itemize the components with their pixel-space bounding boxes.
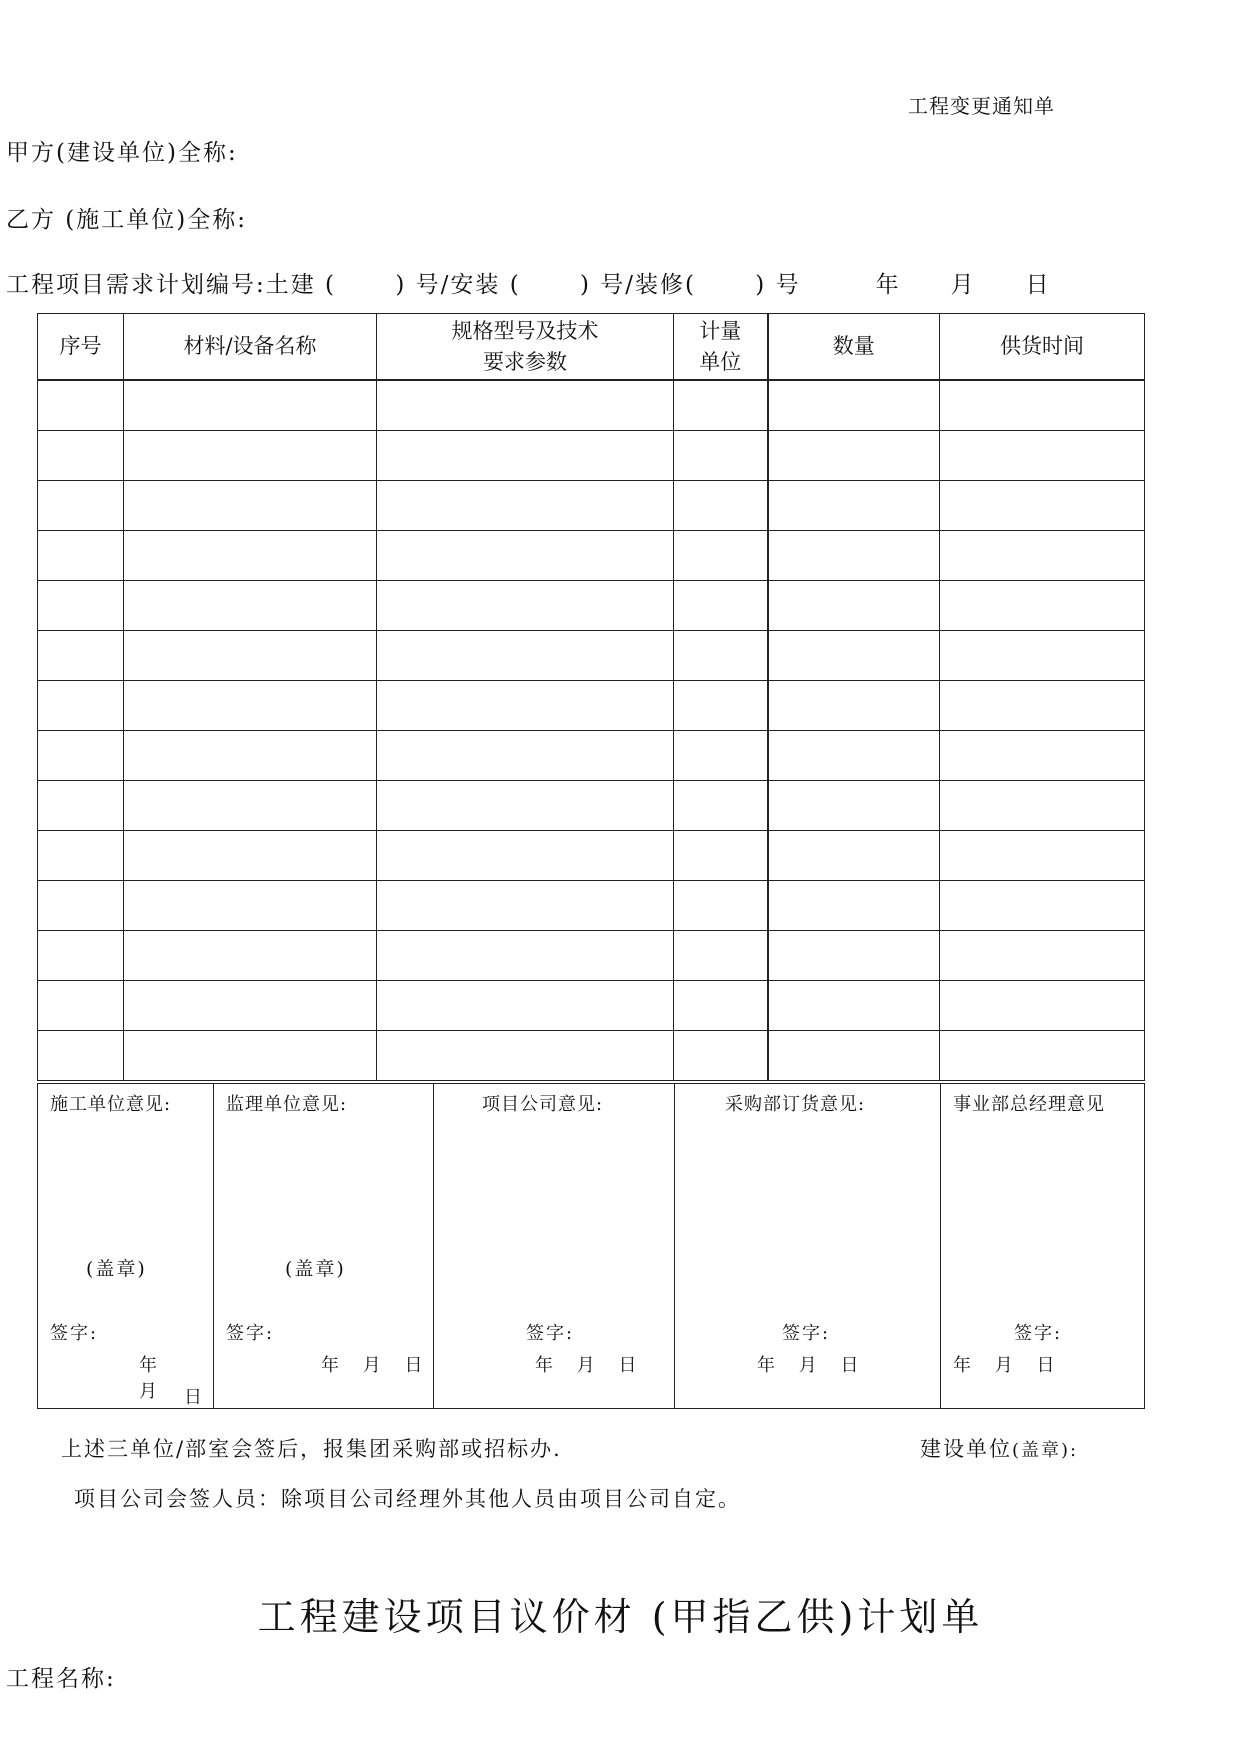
table-cell[interactable]: [674, 831, 768, 881]
table-cell[interactable]: [377, 681, 674, 731]
table-cell[interactable]: [124, 831, 377, 881]
table-cell[interactable]: [377, 881, 674, 931]
table-cell[interactable]: [940, 481, 1145, 531]
table-cell[interactable]: [768, 481, 940, 531]
table-cell[interactable]: [674, 531, 768, 581]
table-row: [38, 781, 1145, 831]
table-cell[interactable]: [768, 581, 940, 631]
builder-label: 建设单位: [920, 1437, 1012, 1461]
document-header-label: 工程变更通知单: [908, 94, 1055, 118]
signature-label: 签字:: [782, 1323, 831, 1344]
table-cell[interactable]: [124, 681, 377, 731]
table-cell[interactable]: [674, 481, 768, 531]
table-row: [38, 581, 1145, 631]
table-cell[interactable]: [940, 881, 1145, 931]
header-unit: 计量 单位: [674, 314, 768, 381]
signature-label: 签字:: [226, 1323, 275, 1344]
seal-label: (盖章): [86, 1258, 147, 1280]
table-row: [38, 431, 1145, 481]
table-cell[interactable]: [674, 681, 768, 731]
opinion-title: 施工单位意见:: [50, 1094, 172, 1115]
table-cell[interactable]: [940, 581, 1145, 631]
table-cell[interactable]: [38, 1031, 124, 1081]
table-cell[interactable]: [940, 831, 1145, 881]
table-cell[interactable]: [674, 1031, 768, 1081]
table-cell[interactable]: [674, 731, 768, 781]
table-cell[interactable]: [768, 981, 940, 1031]
table-cell[interactable]: [940, 731, 1145, 781]
table-cell[interactable]: [38, 581, 124, 631]
table-cell[interactable]: [940, 981, 1145, 1031]
table-row: [38, 931, 1145, 981]
table-row: [38, 981, 1145, 1031]
table-cell[interactable]: [674, 931, 768, 981]
table-cell[interactable]: [124, 531, 377, 581]
approval-note: 上述三单位/部室会签后，报集团采购部或招标办.: [61, 1437, 562, 1461]
opinion-title: 采购部订货意见:: [725, 1094, 866, 1115]
party-b-field: 乙方 (施工单位)全称:: [6, 207, 248, 233]
table-cell[interactable]: [674, 631, 768, 681]
table-cell[interactable]: [377, 431, 674, 481]
table-cell[interactable]: [377, 831, 674, 881]
table-cell[interactable]: [38, 631, 124, 681]
signer-note: 项目公司会签人员：除项目公司经理外其他人员由项目公司自定。: [74, 1487, 741, 1511]
table-row: [38, 681, 1145, 731]
table-cell[interactable]: [377, 631, 674, 681]
seal-label: (盖章): [285, 1258, 346, 1280]
table-cell[interactable]: [768, 881, 940, 931]
table-cell[interactable]: [768, 931, 940, 981]
table-cell[interactable]: [124, 380, 377, 431]
table-cell[interactable]: [38, 881, 124, 931]
table-cell[interactable]: [124, 781, 377, 831]
table-cell[interactable]: [940, 781, 1145, 831]
table-cell[interactable]: [768, 731, 940, 781]
table-cell[interactable]: [768, 1031, 940, 1081]
table-cell[interactable]: [38, 481, 124, 531]
table-cell[interactable]: [377, 1031, 674, 1081]
table-cell[interactable]: [674, 881, 768, 931]
opinion-project-company-cell[interactable]: [434, 1084, 675, 1409]
table-cell[interactable]: [124, 481, 377, 531]
table-row: [38, 481, 1145, 531]
table-cell[interactable]: [377, 931, 674, 981]
table-cell[interactable]: [38, 531, 124, 581]
date-label: 年 月: [139, 1355, 199, 1402]
table-cell[interactable]: [38, 731, 124, 781]
table-header-row: [38, 314, 1145, 381]
table-cell[interactable]: [38, 380, 124, 431]
header-material-name: 材料/设备名称: [124, 314, 377, 381]
table-row: [38, 380, 1145, 431]
table-cell[interactable]: [674, 581, 768, 631]
table-cell[interactable]: [940, 931, 1145, 981]
opinion-construction-cell[interactable]: [38, 1084, 214, 1409]
table-cell[interactable]: [768, 781, 940, 831]
opinion-division-manager-cell[interactable]: [941, 1084, 1145, 1409]
opinions-table: [37, 1083, 1145, 1409]
opinion-supervision-cell[interactable]: [214, 1084, 434, 1409]
table-row: [38, 631, 1145, 681]
date-day-label: 日: [184, 1387, 202, 1408]
party-a-field: 甲方(建设单位)全称:: [6, 140, 238, 166]
table-cell[interactable]: [940, 681, 1145, 731]
table-cell[interactable]: [768, 531, 940, 581]
table-cell[interactable]: [940, 380, 1145, 431]
table-cell[interactable]: [674, 431, 768, 481]
header-quantity: 数量: [768, 314, 940, 381]
table-cell[interactable]: [377, 481, 674, 531]
table-cell[interactable]: [38, 431, 124, 481]
table-cell[interactable]: [768, 431, 940, 481]
opinion-title: 监理单位意见:: [226, 1094, 348, 1115]
table-cell[interactable]: [768, 681, 940, 731]
table-cell[interactable]: [940, 431, 1145, 481]
builder-seal-label: [920, 1433, 1078, 1463]
table-cell[interactable]: [940, 631, 1145, 681]
table-row: [38, 881, 1145, 931]
table-cell[interactable]: [768, 631, 940, 681]
section-title: 工程建设项目议价材 (甲指乙供)计划单: [257, 1595, 984, 1639]
header-seq: 序号: [38, 314, 124, 381]
table-cell[interactable]: [38, 831, 124, 881]
opinion-title: 项目公司意见:: [482, 1094, 604, 1115]
table-cell[interactable]: [124, 931, 377, 981]
table-row: [38, 1031, 1145, 1081]
signature-label: 签字:: [526, 1323, 575, 1344]
table-cell[interactable]: [674, 781, 768, 831]
table-row: [38, 831, 1145, 881]
date-label: 年 月 日: [321, 1355, 423, 1376]
table-cell[interactable]: [674, 981, 768, 1031]
opinion-title: 事业部总经理意见: [953, 1094, 1105, 1115]
builder-seal-small: (盖章):: [1012, 1440, 1079, 1461]
table-cell[interactable]: [940, 531, 1145, 581]
table-cell[interactable]: [38, 931, 124, 981]
table-cell[interactable]: [377, 731, 674, 781]
materials-table-body: [38, 380, 1145, 1081]
table-cell[interactable]: [940, 1031, 1145, 1081]
table-cell[interactable]: [124, 431, 377, 481]
table-cell[interactable]: [377, 531, 674, 581]
date-label: 年 月 日: [757, 1355, 859, 1376]
table-cell[interactable]: [38, 981, 124, 1031]
table-cell[interactable]: [38, 781, 124, 831]
table-cell[interactable]: [124, 581, 377, 631]
table-cell[interactable]: [124, 631, 377, 681]
table-cell[interactable]: [768, 380, 940, 431]
table-cell[interactable]: [674, 380, 768, 431]
table-cell[interactable]: [38, 681, 124, 731]
table-cell[interactable]: [124, 1031, 377, 1081]
date-label: 年 月 日: [535, 1355, 637, 1376]
table-row: [38, 731, 1145, 781]
table-cell[interactable]: [124, 981, 377, 1031]
opinion-purchasing-cell[interactable]: [675, 1084, 941, 1409]
table-row: [38, 531, 1145, 581]
plan-number-field: 工程项目需求计划编号:土建 ( ) 号/安装 ( ) 号/装修( ) 号 年 月 日: [6, 272, 1051, 298]
date-label: 年 月 日: [953, 1355, 1055, 1376]
table-cell[interactable]: [124, 731, 377, 781]
materials-table: [37, 313, 1145, 1081]
header-spec: 规格型号及技术 要求参数: [377, 314, 674, 381]
table-cell[interactable]: [377, 781, 674, 831]
project-name-field: 工程名称:: [6, 1666, 116, 1692]
signature-label: 签字:: [1014, 1323, 1063, 1344]
table-cell[interactable]: [124, 881, 377, 931]
header-supply-time: 供货时间: [940, 314, 1145, 381]
table-cell[interactable]: [377, 581, 674, 631]
signature-label: 签字:: [50, 1323, 99, 1344]
table-cell[interactable]: [377, 981, 674, 1031]
table-cell[interactable]: [768, 831, 940, 881]
table-cell[interactable]: [377, 380, 674, 431]
